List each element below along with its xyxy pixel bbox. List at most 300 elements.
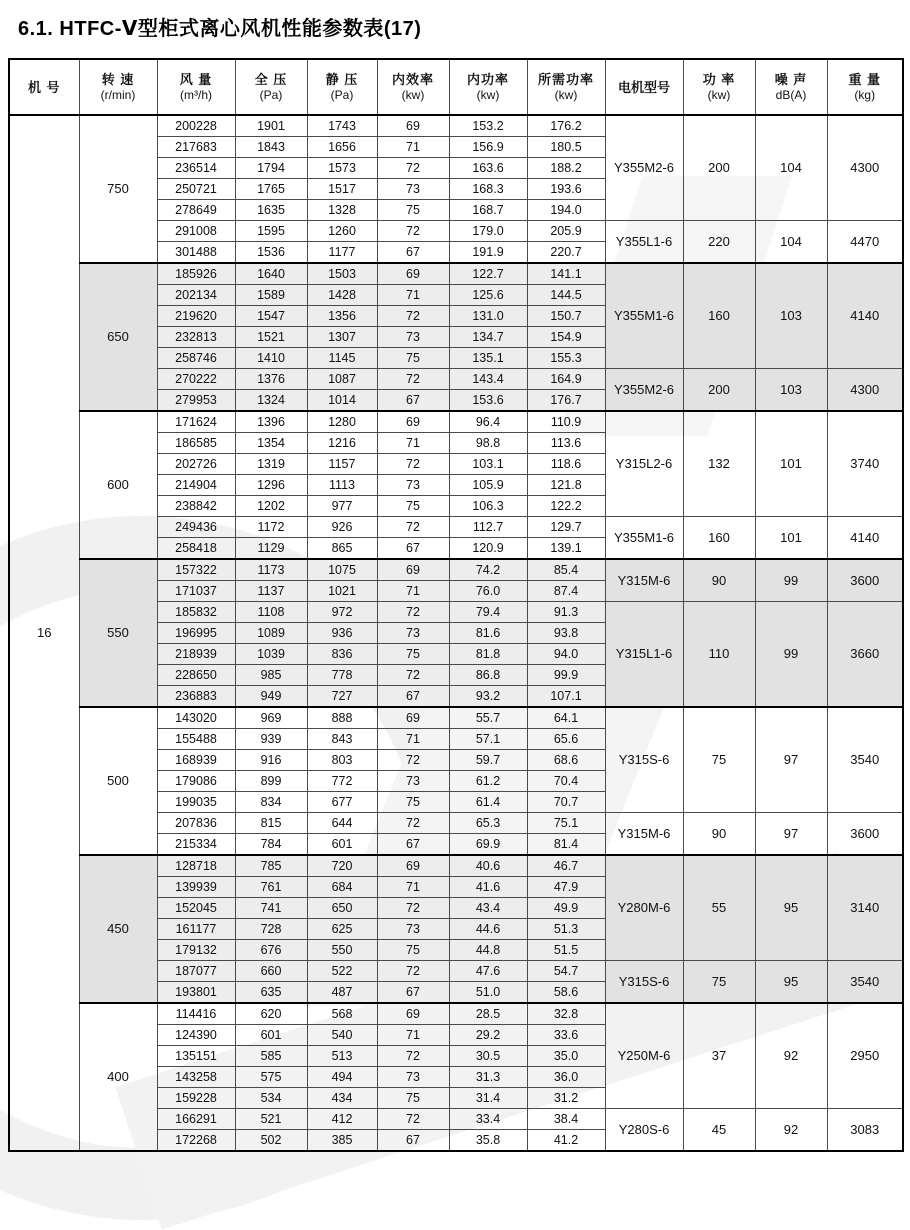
total-pressure-cell: 635 (235, 982, 307, 1004)
airflow-cell: 143020 (157, 707, 235, 729)
table-row (9, 707, 903, 729)
noise-cell: 95 (755, 855, 827, 961)
airflow-cell: 236883 (157, 686, 235, 708)
col-header-unit: (m³/h) (180, 88, 212, 102)
total-pressure-cell: 1595 (235, 221, 307, 242)
weight-cell: 4140 (827, 263, 903, 369)
required-power-cell: 47.9 (527, 877, 605, 898)
airflow-cell: 219620 (157, 306, 235, 327)
internal-power-cell: 125.6 (449, 285, 527, 306)
efficiency-cell: 72 (377, 1109, 449, 1130)
weight-cell: 3540 (827, 961, 903, 1004)
static-pressure-cell: 513 (307, 1046, 377, 1067)
efficiency-cell: 73 (377, 327, 449, 348)
efficiency-cell: 69 (377, 115, 449, 137)
efficiency-cell: 71 (377, 285, 449, 306)
total-pressure-cell: 1202 (235, 496, 307, 517)
motor-power-cell: 220 (683, 221, 755, 264)
total-pressure-cell: 660 (235, 961, 307, 982)
col-header-unit: (r/min) (100, 88, 136, 102)
motor-model-cell: Y355M2-6 (605, 369, 683, 412)
required-power-cell: 141.1 (527, 263, 605, 285)
col-header-label: 所需功率 (537, 72, 594, 87)
col-header-rpm (79, 59, 157, 115)
internal-power-cell: 47.6 (449, 961, 527, 982)
total-pressure-cell: 521 (235, 1109, 307, 1130)
airflow-cell: 124390 (157, 1025, 235, 1046)
motor-power-cell: 37 (683, 1003, 755, 1109)
table-row (9, 411, 903, 433)
required-power-cell: 81.4 (527, 834, 605, 856)
noise-cell: 92 (755, 1109, 827, 1152)
efficiency-cell: 67 (377, 390, 449, 412)
motor-model-cell: Y315M-6 (605, 813, 683, 856)
efficiency-cell: 73 (377, 475, 449, 496)
efficiency-cell: 72 (377, 306, 449, 327)
total-pressure-cell: 899 (235, 771, 307, 792)
motor-model-cell: Y315L1-6 (605, 602, 683, 708)
static-pressure-cell: 385 (307, 1130, 377, 1152)
airflow-cell: 214904 (157, 475, 235, 496)
total-pressure-cell: 1410 (235, 348, 307, 369)
efficiency-cell: 71 (377, 137, 449, 158)
static-pressure-cell: 487 (307, 982, 377, 1004)
required-power-cell: 193.6 (527, 179, 605, 200)
efficiency-cell: 75 (377, 940, 449, 961)
static-pressure-cell: 522 (307, 961, 377, 982)
airflow-cell: 279953 (157, 390, 235, 412)
static-pressure-cell: 412 (307, 1109, 377, 1130)
required-power-cell: 99.9 (527, 665, 605, 686)
table-row (9, 115, 903, 137)
internal-power-cell: 65.3 (449, 813, 527, 834)
motor-model-cell: Y315S-6 (605, 961, 683, 1004)
total-pressure-cell: 1901 (235, 115, 307, 137)
internal-power-cell: 61.2 (449, 771, 527, 792)
airflow-cell: 157322 (157, 559, 235, 581)
efficiency-cell: 72 (377, 750, 449, 771)
internal-power-cell: 93.2 (449, 686, 527, 708)
col-header-label: 静 压 (325, 72, 359, 87)
airflow-cell: 114416 (157, 1003, 235, 1025)
machine-no-cell: 16 (9, 115, 79, 1151)
col-header-unit: (Pa) (330, 88, 354, 102)
document-page (0, 16, 910, 1209)
efficiency-cell: 72 (377, 602, 449, 623)
airflow-cell: 199035 (157, 792, 235, 813)
efficiency-cell: 72 (377, 369, 449, 390)
airflow-cell: 185926 (157, 263, 235, 285)
efficiency-cell: 69 (377, 263, 449, 285)
airflow-cell: 301488 (157, 242, 235, 264)
efficiency-cell: 73 (377, 919, 449, 940)
static-pressure-cell: 1428 (307, 285, 377, 306)
internal-power-cell: 40.6 (449, 855, 527, 877)
noise-cell: 97 (755, 813, 827, 856)
table-row (9, 1003, 903, 1025)
rpm-cell: 650 (79, 263, 157, 411)
col-header-label: 机 号 (27, 79, 61, 95)
total-pressure-cell: 620 (235, 1003, 307, 1025)
internal-power-cell: 33.4 (449, 1109, 527, 1130)
rpm-cell: 400 (79, 1003, 157, 1151)
total-pressure-cell: 1296 (235, 475, 307, 496)
static-pressure-cell: 644 (307, 813, 377, 834)
internal-power-cell: 179.0 (449, 221, 527, 242)
required-power-cell: 150.7 (527, 306, 605, 327)
total-pressure-cell: 676 (235, 940, 307, 961)
internal-power-cell: 163.6 (449, 158, 527, 179)
airflow-cell: 168939 (157, 750, 235, 771)
required-power-cell: 36.0 (527, 1067, 605, 1088)
table-row (9, 263, 903, 285)
required-power-cell: 118.6 (527, 454, 605, 475)
efficiency-cell: 69 (377, 1003, 449, 1025)
col-header-label: 内功率 (466, 72, 509, 87)
airflow-cell: 143258 (157, 1067, 235, 1088)
required-power-cell: 122.2 (527, 496, 605, 517)
static-pressure-cell: 1307 (307, 327, 377, 348)
motor-power-cell: 90 (683, 559, 755, 602)
efficiency-cell: 69 (377, 855, 449, 877)
efficiency-cell: 72 (377, 454, 449, 475)
col-header-unit: (kg) (854, 88, 876, 102)
noise-cell: 103 (755, 369, 827, 412)
col-header-unit: (kw) (707, 88, 731, 102)
col-header-total-pressure (235, 59, 307, 115)
internal-power-cell: 43.4 (449, 898, 527, 919)
efficiency-cell: 71 (377, 729, 449, 750)
total-pressure-cell: 1521 (235, 327, 307, 348)
col-header-internal-power (449, 59, 527, 115)
required-power-cell: 68.6 (527, 750, 605, 771)
static-pressure-cell: 684 (307, 877, 377, 898)
required-power-cell: 64.1 (527, 707, 605, 729)
col-header-static-pressure (307, 59, 377, 115)
internal-power-cell: 86.8 (449, 665, 527, 686)
required-power-cell: 33.6 (527, 1025, 605, 1046)
efficiency-cell: 69 (377, 411, 449, 433)
efficiency-cell: 73 (377, 771, 449, 792)
airflow-cell: 217683 (157, 137, 235, 158)
airflow-cell: 200228 (157, 115, 235, 137)
required-power-cell: 32.8 (527, 1003, 605, 1025)
airflow-cell: 238842 (157, 496, 235, 517)
static-pressure-cell: 1014 (307, 390, 377, 412)
total-pressure-cell: 949 (235, 686, 307, 708)
static-pressure-cell: 677 (307, 792, 377, 813)
airflow-cell: 218939 (157, 644, 235, 665)
weight-cell: 2950 (827, 1003, 903, 1109)
total-pressure-cell: 815 (235, 813, 307, 834)
airflow-cell: 278649 (157, 200, 235, 221)
airflow-cell: 172268 (157, 1130, 235, 1152)
airflow-cell: 185832 (157, 602, 235, 623)
total-pressure-cell: 1354 (235, 433, 307, 454)
static-pressure-cell: 550 (307, 940, 377, 961)
noise-cell: 101 (755, 517, 827, 560)
noise-cell: 92 (755, 1003, 827, 1109)
noise-cell: 97 (755, 707, 827, 813)
noise-cell: 99 (755, 602, 827, 708)
efficiency-cell: 71 (377, 1025, 449, 1046)
static-pressure-cell: 650 (307, 898, 377, 919)
airflow-cell: 179086 (157, 771, 235, 792)
airflow-cell: 187077 (157, 961, 235, 982)
total-pressure-cell: 1173 (235, 559, 307, 581)
airflow-cell: 249436 (157, 517, 235, 538)
required-power-cell: 51.3 (527, 919, 605, 940)
table-header-row (9, 59, 903, 115)
efficiency-cell: 67 (377, 982, 449, 1004)
col-header-label: 全 压 (254, 72, 288, 87)
required-power-cell: 155.3 (527, 348, 605, 369)
required-power-cell: 107.1 (527, 686, 605, 708)
col-header-machine-no (9, 59, 79, 115)
motor-power-cell: 90 (683, 813, 755, 856)
col-header-label: 风 量 (179, 72, 213, 87)
col-header-label: 噪 声 (774, 72, 808, 87)
motor-model-cell: Y355M1-6 (605, 263, 683, 369)
col-header-label: 内效率 (391, 72, 434, 87)
internal-power-cell: 105.9 (449, 475, 527, 496)
static-pressure-cell: 865 (307, 538, 377, 560)
static-pressure-cell: 1328 (307, 200, 377, 221)
internal-power-cell: 153.2 (449, 115, 527, 137)
total-pressure-cell: 1319 (235, 454, 307, 475)
efficiency-cell: 72 (377, 221, 449, 242)
required-power-cell: 176.7 (527, 390, 605, 412)
internal-power-cell: 44.8 (449, 940, 527, 961)
rpm-cell: 600 (79, 411, 157, 559)
internal-power-cell: 35.8 (449, 1130, 527, 1152)
col-header-label: 重 量 (848, 72, 882, 87)
total-pressure-cell: 1089 (235, 623, 307, 644)
airflow-cell: 270222 (157, 369, 235, 390)
weight-cell: 3660 (827, 602, 903, 708)
total-pressure-cell: 1137 (235, 581, 307, 602)
airflow-cell: 186585 (157, 433, 235, 454)
airflow-cell: 232813 (157, 327, 235, 348)
static-pressure-cell: 772 (307, 771, 377, 792)
internal-power-cell: 55.7 (449, 707, 527, 729)
static-pressure-cell: 1517 (307, 179, 377, 200)
internal-power-cell: 98.8 (449, 433, 527, 454)
static-pressure-cell: 1743 (307, 115, 377, 137)
internal-power-cell: 57.1 (449, 729, 527, 750)
airflow-cell: 202134 (157, 285, 235, 306)
total-pressure-cell: 502 (235, 1130, 307, 1152)
internal-power-cell: 76.0 (449, 581, 527, 602)
noise-cell: 104 (755, 115, 827, 221)
internal-power-cell: 61.4 (449, 792, 527, 813)
total-pressure-cell: 1108 (235, 602, 307, 623)
internal-power-cell: 69.9 (449, 834, 527, 856)
required-power-cell: 164.9 (527, 369, 605, 390)
motor-model-cell: Y355M1-6 (605, 517, 683, 560)
weight-cell: 4470 (827, 221, 903, 264)
efficiency-cell: 75 (377, 200, 449, 221)
total-pressure-cell: 1376 (235, 369, 307, 390)
efficiency-cell: 71 (377, 433, 449, 454)
required-power-cell: 113.6 (527, 433, 605, 454)
static-pressure-cell: 1573 (307, 158, 377, 179)
motor-model-cell: Y280S-6 (605, 1109, 683, 1152)
col-header-motor-model (605, 59, 683, 115)
total-pressure-cell: 1039 (235, 644, 307, 665)
internal-power-cell: 29.2 (449, 1025, 527, 1046)
total-pressure-cell: 1396 (235, 411, 307, 433)
internal-power-cell: 79.4 (449, 602, 527, 623)
required-power-cell: 70.7 (527, 792, 605, 813)
total-pressure-cell: 575 (235, 1067, 307, 1088)
static-pressure-cell: 625 (307, 919, 377, 940)
motor-model-cell: Y315S-6 (605, 707, 683, 813)
required-power-cell: 35.0 (527, 1046, 605, 1067)
required-power-cell: 129.7 (527, 517, 605, 538)
airflow-cell: 179132 (157, 940, 235, 961)
internal-power-cell: 120.9 (449, 538, 527, 560)
motor-power-cell: 200 (683, 369, 755, 412)
static-pressure-cell: 540 (307, 1025, 377, 1046)
weight-cell: 3600 (827, 813, 903, 856)
efficiency-cell: 73 (377, 623, 449, 644)
required-power-cell: 121.8 (527, 475, 605, 496)
internal-power-cell: 81.8 (449, 644, 527, 665)
internal-power-cell: 134.7 (449, 327, 527, 348)
noise-cell: 95 (755, 961, 827, 1004)
required-power-cell: 70.4 (527, 771, 605, 792)
static-pressure-cell: 1157 (307, 454, 377, 475)
static-pressure-cell: 720 (307, 855, 377, 877)
internal-power-cell: 106.3 (449, 496, 527, 517)
total-pressure-cell: 1172 (235, 517, 307, 538)
static-pressure-cell: 836 (307, 644, 377, 665)
weight-cell: 4300 (827, 369, 903, 412)
static-pressure-cell: 1216 (307, 433, 377, 454)
static-pressure-cell: 803 (307, 750, 377, 771)
efficiency-cell: 75 (377, 348, 449, 369)
required-power-cell: 176.2 (527, 115, 605, 137)
total-pressure-cell: 728 (235, 919, 307, 940)
required-power-cell: 46.7 (527, 855, 605, 877)
motor-power-cell: 75 (683, 961, 755, 1004)
total-pressure-cell: 1640 (235, 263, 307, 285)
airflow-cell: 250721 (157, 179, 235, 200)
required-power-cell: 85.4 (527, 559, 605, 581)
static-pressure-cell: 1075 (307, 559, 377, 581)
total-pressure-cell: 834 (235, 792, 307, 813)
internal-power-cell: 103.1 (449, 454, 527, 475)
required-power-cell: 220.7 (527, 242, 605, 264)
required-power-cell: 194.0 (527, 200, 605, 221)
noise-cell: 104 (755, 221, 827, 264)
efficiency-cell: 69 (377, 559, 449, 581)
airflow-cell: 171037 (157, 581, 235, 602)
page-title: 6.1. HTFC-Ⅴ型柜式离心风机性能参数表(17) (18, 18, 422, 40)
airflow-cell: 258746 (157, 348, 235, 369)
efficiency-cell: 71 (377, 877, 449, 898)
static-pressure-cell: 1113 (307, 475, 377, 496)
airflow-cell: 215334 (157, 834, 235, 856)
total-pressure-cell: 784 (235, 834, 307, 856)
internal-power-cell: 191.9 (449, 242, 527, 264)
total-pressure-cell: 1547 (235, 306, 307, 327)
static-pressure-cell: 977 (307, 496, 377, 517)
static-pressure-cell: 926 (307, 517, 377, 538)
required-power-cell: 58.6 (527, 982, 605, 1004)
total-pressure-cell: 1324 (235, 390, 307, 412)
weight-cell: 3140 (827, 855, 903, 961)
internal-power-cell: 168.3 (449, 179, 527, 200)
airflow-cell: 291008 (157, 221, 235, 242)
efficiency-cell: 67 (377, 1130, 449, 1152)
required-power-cell: 144.5 (527, 285, 605, 306)
col-header-motor-power (683, 59, 755, 115)
static-pressure-cell: 843 (307, 729, 377, 750)
airflow-cell: 236514 (157, 158, 235, 179)
airflow-cell: 202726 (157, 454, 235, 475)
weight-cell: 3540 (827, 707, 903, 813)
col-header-unit: (Pa) (259, 88, 283, 102)
airflow-cell: 128718 (157, 855, 235, 877)
required-power-cell: 87.4 (527, 581, 605, 602)
static-pressure-cell: 494 (307, 1067, 377, 1088)
weight-cell: 3600 (827, 559, 903, 602)
airflow-cell: 139939 (157, 877, 235, 898)
table-row (9, 559, 903, 581)
total-pressure-cell: 785 (235, 855, 307, 877)
efficiency-cell: 69 (377, 707, 449, 729)
static-pressure-cell: 434 (307, 1088, 377, 1109)
motor-power-cell: 110 (683, 602, 755, 708)
internal-power-cell: 135.1 (449, 348, 527, 369)
motor-model-cell: Y315M-6 (605, 559, 683, 602)
total-pressure-cell: 1635 (235, 200, 307, 221)
required-power-cell: 75.1 (527, 813, 605, 834)
efficiency-cell: 67 (377, 538, 449, 560)
internal-power-cell: 122.7 (449, 263, 527, 285)
efficiency-cell: 75 (377, 792, 449, 813)
total-pressure-cell: 601 (235, 1025, 307, 1046)
airflow-cell: 196995 (157, 623, 235, 644)
efficiency-cell: 72 (377, 961, 449, 982)
airflow-cell: 161177 (157, 919, 235, 940)
noise-cell: 103 (755, 263, 827, 369)
internal-power-cell: 112.7 (449, 517, 527, 538)
required-power-cell: 205.9 (527, 221, 605, 242)
required-power-cell: 139.1 (527, 538, 605, 560)
motor-power-cell: 75 (683, 707, 755, 813)
static-pressure-cell: 1177 (307, 242, 377, 264)
rpm-cell: 550 (79, 559, 157, 707)
rpm-cell: 500 (79, 707, 157, 855)
required-power-cell: 110.9 (527, 411, 605, 433)
internal-power-cell: 30.5 (449, 1046, 527, 1067)
static-pressure-cell: 1145 (307, 348, 377, 369)
motor-model-cell: Y355L1-6 (605, 221, 683, 264)
internal-power-cell: 31.4 (449, 1088, 527, 1109)
internal-power-cell: 51.0 (449, 982, 527, 1004)
table-row (9, 855, 903, 877)
motor-power-cell: 132 (683, 411, 755, 517)
static-pressure-cell: 601 (307, 834, 377, 856)
internal-power-cell: 168.7 (449, 200, 527, 221)
static-pressure-cell: 1260 (307, 221, 377, 242)
required-power-cell: 93.8 (527, 623, 605, 644)
col-header-unit: (kw) (554, 88, 578, 102)
internal-power-cell: 28.5 (449, 1003, 527, 1025)
